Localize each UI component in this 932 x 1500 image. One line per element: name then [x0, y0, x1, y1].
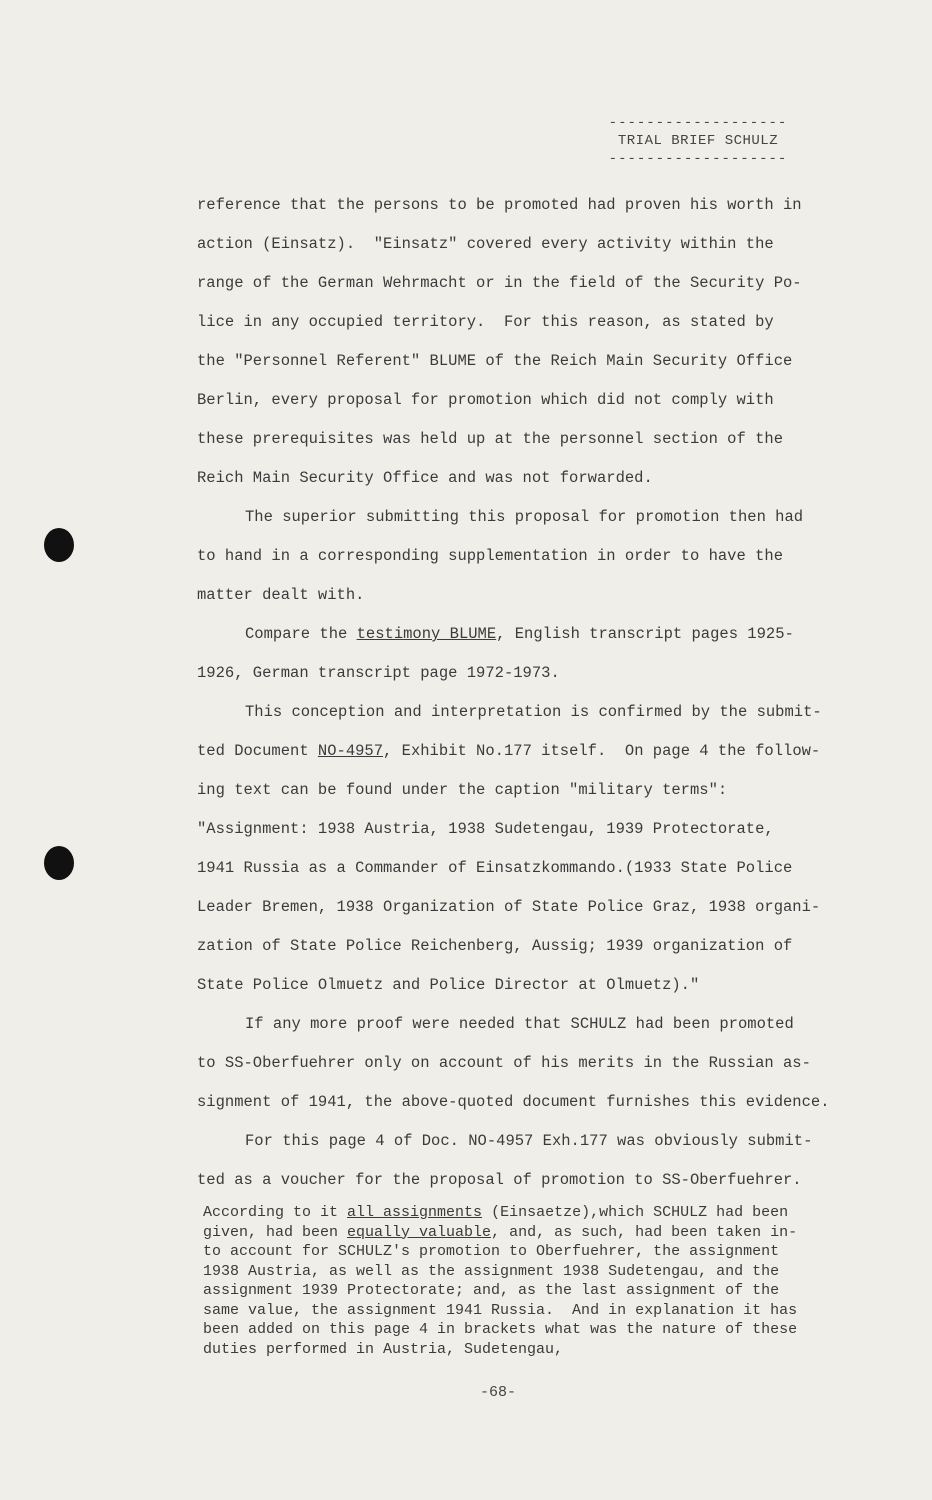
header-rule-bottom: -------------------	[608, 151, 788, 167]
all-assignments-emphasis: all assignments	[347, 1204, 483, 1221]
text-line: same value, the assignment 1941 Russia. And in explanation it has	[203, 1301, 798, 1319]
body-text	[197, 186, 857, 1200]
einsaetze-text: (Einsaetze),which SCHULZ had been	[482, 1204, 789, 1221]
according-text: According to it	[203, 1204, 348, 1221]
text-line: For this page 4 of Doc. NO-4957 Exh.177 was obviously submit-	[245, 1132, 813, 1150]
text-line: ing text can be found under the caption "military terms":	[197, 781, 728, 799]
text-line: been added on this page 4 in brackets what was the nature of these	[203, 1321, 798, 1338]
text-line: to account for SCHULZ's promotion to Oberfuehrer, the assignment	[203, 1243, 780, 1260]
text-line: 1938 Austria, as well as the assignment 1938 Sudetengau, and the	[203, 1262, 780, 1280]
document-number: NO-4957	[317, 742, 384, 760]
text-line: to SS-Oberfuehrer only on account of his merits in the Russian as-	[197, 1054, 811, 1072]
transcript-text: , English transcript pages 1925-	[496, 625, 794, 643]
single-spaced-block	[203, 1203, 863, 1359]
text-line: to hand in a corresponding supplementation in order to have the	[197, 547, 783, 565]
quoted-line: Leader Bremen, 1938 Organization of State Police Graz, 1938 organi-	[197, 898, 821, 916]
running-header	[608, 116, 788, 166]
taken-text: , and, as such, had been taken in-	[491, 1223, 798, 1241]
text-line: signment of 1941, the above-quoted document furnishes this evidence.	[197, 1093, 830, 1111]
text-line: lice in any occupied territory. For this reason, as stated by	[197, 313, 774, 331]
text-line: Reich Main Security Office and was not forwarded.	[197, 469, 653, 487]
text-line: these prerequisites was held up at the personnel section of the	[197, 430, 783, 448]
text-line: This conception and interpretation is confirmed by the submit-	[245, 703, 822, 721]
text-line: The superior submitting this proposal for promotion then had	[245, 508, 804, 526]
text-line	[197, 615, 857, 654]
text-line: 1926, German transcript page 1972-1973.	[197, 664, 560, 682]
testimony-reference: testimony BLUME	[356, 625, 497, 643]
quoted-line: State Police Olmuetz and Police Director at Olmuetz)."	[197, 976, 700, 994]
text-line: range of the German Wehrmacht or in the field of the Security Po-	[197, 274, 802, 292]
compare-text: Compare the	[245, 625, 357, 643]
text-line: reference that the persons to be promoted had proven his worth in	[197, 196, 802, 214]
document-text: ted Document	[197, 742, 318, 760]
text-line	[197, 732, 857, 771]
text-line	[203, 1203, 863, 1223]
text-line: action (Einsatz). "Einsatz" covered every activity within the	[197, 235, 774, 253]
equally-valuable-emphasis: equally valuable	[347, 1223, 492, 1241]
text-line	[203, 1223, 863, 1243]
punch-hole-bottom	[44, 846, 74, 880]
quoted-line: "Assignment: 1938 Austria, 1938 Sudetengau, 1939 Protectorate,	[197, 820, 774, 838]
page-number: -68-	[480, 1384, 517, 1401]
exhibit-text: , Exhibit No.177 itself. On page 4 the follow-	[383, 742, 821, 760]
text-line: matter dealt with.	[197, 586, 365, 604]
text-line: the "Personnel Referent" BLUME of the Reich Main Security Office	[197, 352, 793, 370]
quoted-line: 1941 Russia as a Commander of Einsatzkommando.(1933 State Police	[197, 859, 793, 877]
quoted-line: zation of State Police Reichenberg, Aussig; 1939 organization of	[197, 937, 793, 955]
header-title: TRIAL BRIEF SCHULZ	[617, 133, 779, 149]
header-rule-top: -------------------	[608, 115, 788, 131]
text-line: Berlin, every proposal for promotion which did not comply with	[197, 391, 774, 409]
text-line: duties performed in Austria, Sudetengau,	[203, 1340, 564, 1358]
text-line: ted as a voucher for the proposal of promotion to SS-Oberfuehrer.	[197, 1171, 802, 1189]
text-line: If any more proof were needed that SCHULZ had been promoted	[245, 1015, 794, 1033]
given-text: given, had been	[203, 1223, 348, 1241]
punch-hole-top	[44, 528, 74, 562]
text-line: assignment 1939 Protectorate; and, as the last assignment of the	[203, 1282, 780, 1299]
